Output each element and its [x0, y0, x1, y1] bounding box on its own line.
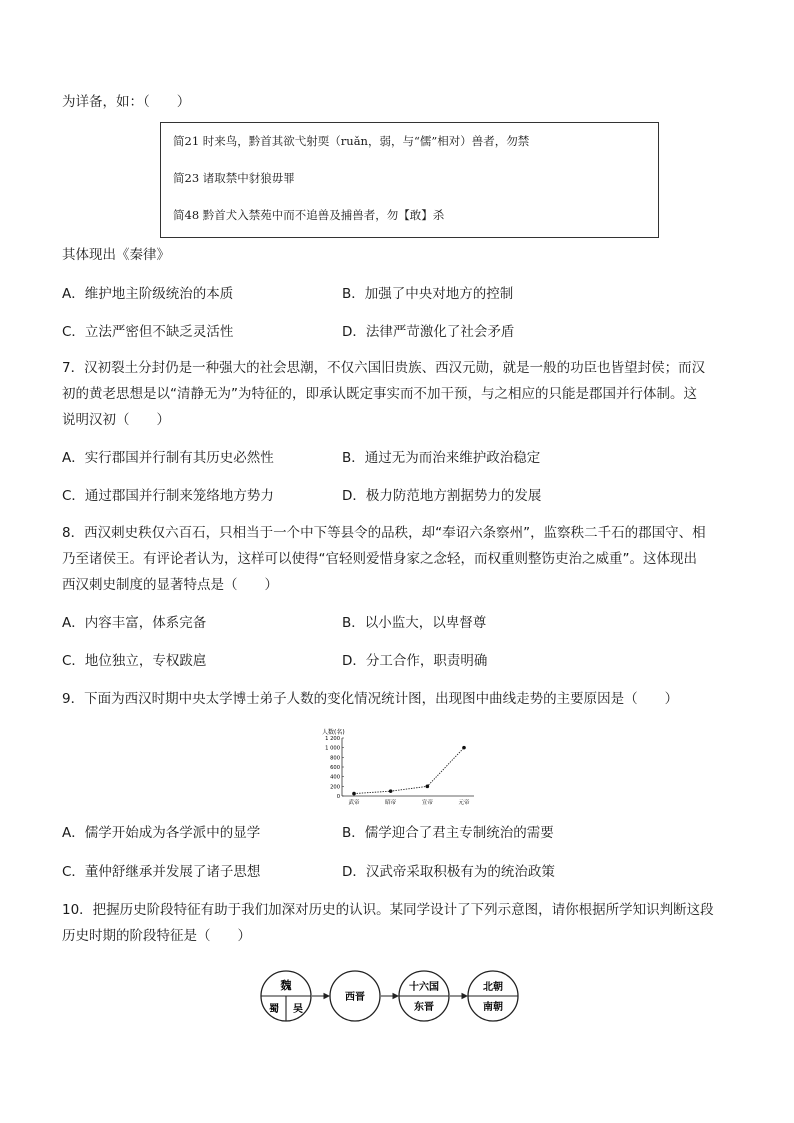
q6-option-a[interactable]: A．维护地主阶级统治的本质 — [62, 286, 234, 302]
q8-line-2: 乃至诸侯王。有评论者认为，这样可以使得“官轻则爱惜身家之念轻，而权重则整饬吏治之威重”。这体现出 — [62, 551, 697, 567]
q6-option-c[interactable]: C．立法严密但不缺乏灵活性 — [62, 324, 234, 340]
q8-line-3: 西汉刺史制度的显著特点是（ ） — [62, 577, 278, 593]
label-sixteen-kingdoms: 十六国 — [409, 982, 439, 993]
x-tick-label: 元帝 — [458, 800, 470, 806]
y-tick-label: 200 — [330, 784, 340, 791]
data-point — [426, 785, 430, 789]
q7-line-3: 说明汉初（ ） — [62, 412, 170, 428]
label-wu: 吴 — [293, 1004, 303, 1015]
label-eastern-jin: 东晋 — [414, 1002, 434, 1013]
x-tick-label: 武帝 — [348, 800, 360, 806]
q9-option-d[interactable]: D．汉武帝采取积极有为的统治政策 — [342, 864, 555, 880]
q9-line: 9．下面为西汉时期中央太学博士弟子人数的变化情况统计图，出现图中曲线走势的主要原因是（ ） — [62, 691, 679, 707]
q7-option-c[interactable]: C．通过郡国并行制来笼络地方势力 — [62, 488, 274, 504]
label-shu: 蜀 — [269, 1004, 279, 1015]
label-western-jin: 西晋 — [345, 992, 365, 1003]
q6-option-d[interactable]: D．法律严苛激化了社会矛盾 — [342, 324, 515, 340]
y-tick-label: 0 — [336, 794, 340, 800]
source-line-2: 简23 诸取禁中豺狼毋罪 — [173, 171, 295, 185]
label-northern-dynasties: 北朝 — [483, 982, 503, 993]
y-tick-label: 800 — [330, 755, 340, 762]
after-box-text: 其体现出《秦律》 — [62, 247, 170, 263]
y-tick-label: 600 — [330, 765, 340, 771]
q7-option-b[interactable]: B．通过无为而治来维护政治稳定 — [342, 450, 541, 466]
x-tick-label: 宣帝 — [421, 800, 433, 806]
chart-ylabel: 人数(名) — [322, 729, 345, 736]
source-line-1: 简21 时来鸟，黔首其欲弋射耎（ruǎn，弱，与“儒”相对）兽者，勿禁 — [173, 134, 530, 148]
label-southern-dynasties: 南朝 — [483, 1002, 503, 1013]
intro-text: 为详备，如：（ ） — [62, 94, 191, 110]
q10-line-1: 10．把握历史阶段特征有助于我们加深对历史的认识。某同学设计了下列示意图，请你根据所学知识判断这段 — [62, 902, 714, 918]
q8-option-d[interactable]: D．分工合作，职责明确 — [342, 653, 488, 669]
source-box — [160, 122, 659, 238]
series-line — [354, 748, 464, 794]
data-point — [462, 746, 466, 750]
q8-option-c[interactable]: C．地位独立，专权跋扈 — [62, 653, 207, 669]
y-tick-label: 400 — [330, 774, 340, 781]
q9-option-c[interactable]: C．董仲舒继承并发展了诸子思想 — [62, 864, 261, 880]
q7-line-1: 7．汉初裂土分封仍是一种强大的社会思潮，不仅六国旧贵族、西汉元勋，就是一般的功臣也皆望封侯；而汉 — [62, 360, 706, 376]
data-point — [389, 789, 393, 793]
label-wei: 魏 — [280, 979, 292, 992]
q7-option-a[interactable]: A．实行郡国并行制有其历史必然性 — [62, 450, 274, 466]
q9-option-a[interactable]: A．儒学开始成为各学派中的显学 — [62, 825, 261, 841]
data-point — [352, 792, 356, 796]
q9-option-b[interactable]: B．儒学迎合了君主专制统治的需要 — [342, 825, 554, 841]
student-count-chart — [318, 726, 478, 808]
y-tick-label: 1 000 — [325, 745, 340, 752]
q8-line-1: 8．西汉刺史秩仅六百石，只相当于一个中下等县令的品秩，却“奉诏六条察州”，监察秩二千石的郡国守、相 — [62, 525, 706, 541]
source-line-3: 简48 黔首犬入禁苑中而不追兽及捕兽者，勿【敢】杀 — [173, 208, 445, 222]
y-tick-label: 1 200 — [325, 736, 340, 742]
q10-line-2: 历史时期的阶段特征是（ ） — [62, 928, 251, 944]
x-tick-label: 昭帝 — [385, 800, 397, 806]
q6-option-b[interactable]: B．加强了中央对地方的控制 — [342, 286, 514, 302]
q8-option-a[interactable]: A．内容丰富，体系完备 — [62, 615, 207, 631]
q7-line-2: 初的黄老思想是以“清静无为”为特征的，即承认既定事实而不加干预，与之相应的只能是郡国并行体制。这 — [62, 386, 697, 402]
q7-option-d[interactable]: D．极力防范地方割据势力的发展 — [342, 488, 542, 504]
dynasty-diagram — [252, 962, 548, 1026]
q8-option-b[interactable]: B．以小监大，以卑督尊 — [342, 615, 487, 631]
